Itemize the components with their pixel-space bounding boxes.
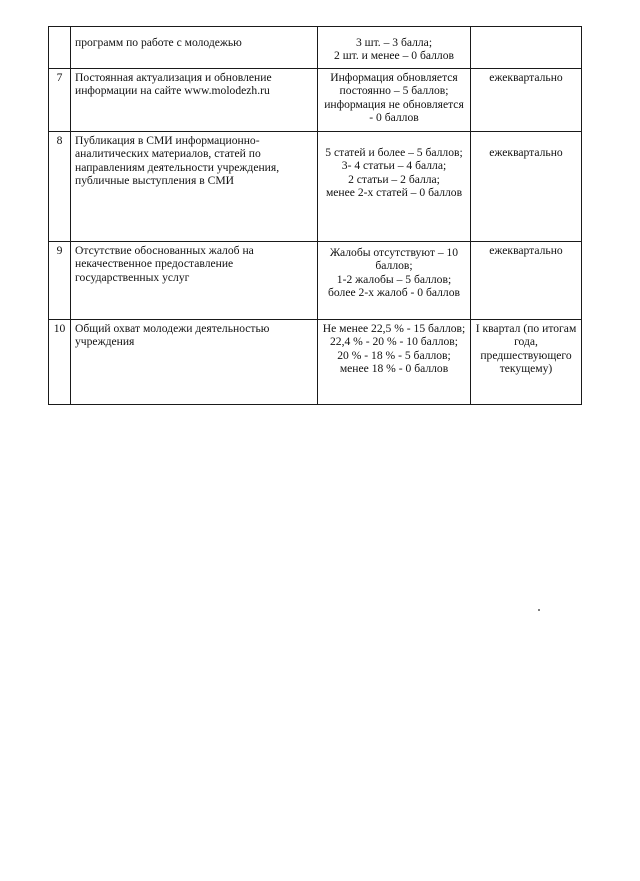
- indicator-text: Отсутствие обоснованных жалоб на некачественное предоставление государственных услуг: [71, 242, 318, 320]
- score-line: Не менее 22,5 % - 15 баллов;: [322, 322, 466, 335]
- score-line: 3- 4 статьи – 4 балла;: [341, 159, 447, 173]
- score-line: Информация обновляется постоянно – 5 баллов;: [330, 71, 458, 98]
- row-number: 7: [49, 69, 71, 132]
- scan-speck: [538, 609, 540, 611]
- period-text: ежеквартально: [471, 132, 582, 242]
- scoring-cell: [318, 69, 471, 132]
- period-text: [471, 27, 582, 69]
- score-line: 22,4 % - 20 % - 10 баллов;: [329, 335, 458, 349]
- scoring-cell: [318, 320, 471, 405]
- period-text: I квартал (по итогам года, предшествующего текущему): [471, 320, 582, 405]
- score-line: 5 статей и более – 5 баллов;: [325, 146, 463, 159]
- score-line: менее 18 % - 0 баллов: [339, 361, 449, 375]
- scoring-cell: [318, 132, 471, 242]
- row-number: 8: [49, 132, 71, 242]
- criteria-table: [48, 26, 582, 405]
- score-line: 2 шт. и менее – 0 баллов: [334, 49, 454, 63]
- row-number: [49, 27, 71, 69]
- indicator-text: Постоянная актуализация и обновление информации на сайте www.molodezh.ru: [71, 69, 318, 132]
- row-number: 9: [49, 242, 71, 320]
- score-line: менее 2-х статей – 0 баллов: [325, 185, 463, 199]
- table-row: [49, 69, 582, 132]
- score-line: Жалобы отсутствуют – 10 баллов;: [329, 246, 459, 273]
- indicator-text: Публикация в СМИ информационно-аналитических материалов, статей по направлениям деятельности учреждения, публичные выступления в СМИ: [71, 132, 318, 242]
- score-line: 2 статьи – 2 балла;: [348, 172, 440, 186]
- score-line: более 2-х жалоб - 0 баллов: [328, 285, 460, 299]
- indicator-text: Общий охват молодежи деятельностью учреждения: [71, 320, 318, 405]
- row-number: 10: [49, 320, 71, 405]
- score-line: 1-2 жалобы – 5 баллов;: [336, 272, 452, 286]
- table-row: [49, 132, 582, 242]
- period-text: ежеквартально: [471, 69, 582, 132]
- scoring-cell: [318, 242, 471, 320]
- table-row: [49, 27, 582, 69]
- indicator-text: программ по работе с молодежью: [71, 27, 318, 69]
- score-line: 3 шт. – 3 балла;: [355, 36, 433, 49]
- table-row: [49, 242, 582, 320]
- scoring-cell: [318, 27, 471, 69]
- score-line: информация не обновляется - 0 баллов: [324, 97, 464, 124]
- score-line: 20 % - 18 % - 5 баллов;: [337, 348, 451, 362]
- period-text: ежеквартально: [471, 242, 582, 320]
- table-row: [49, 320, 582, 405]
